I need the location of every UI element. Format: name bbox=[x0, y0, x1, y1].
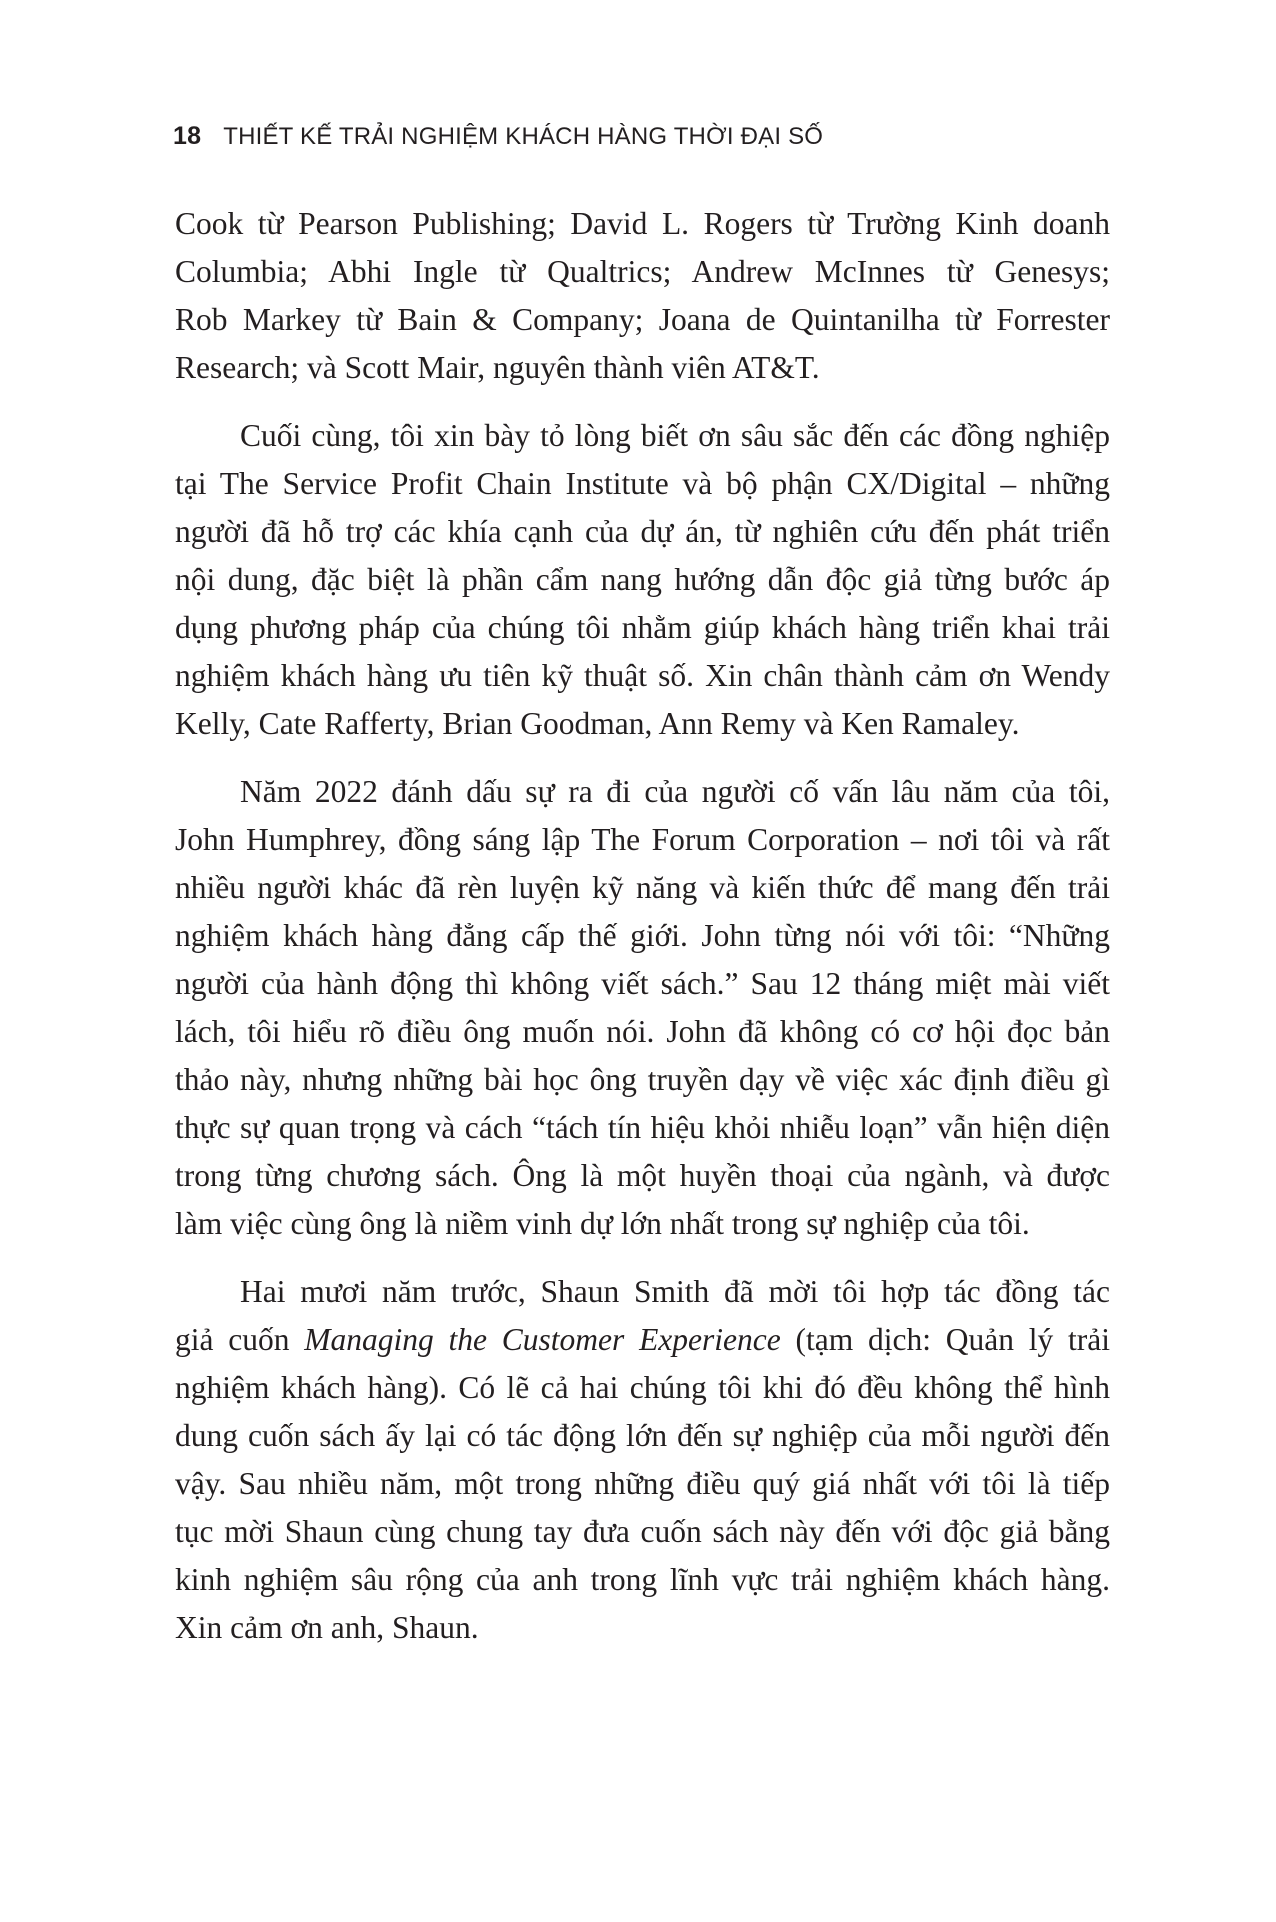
text-line: thực sự quan trọng và cách “tách tín hiệu khỏi nhiễu loạn” vẫn hiện diện bbox=[175, 1110, 1110, 1145]
text-line: Hai mươi năm trước, Shaun Smith đã mời tôi hợp tác đồng tác bbox=[240, 1274, 1110, 1309]
text-line bbox=[175, 1316, 1110, 1364]
text-line: Cuối cùng, tôi xin bày tỏ lòng biết ơn sâu sắc đến các đồng nghiệp bbox=[240, 418, 1110, 453]
page-number: 18 bbox=[173, 122, 202, 150]
text-line: thảo này, nhưng những bài học ông truyền dạy về việc xác định điều gì bbox=[175, 1062, 1110, 1097]
text-line: dụng phương pháp của chúng tôi nhằm giúp khách hàng triển khai trải bbox=[175, 610, 1110, 645]
book-title-italic: Managing the Customer Experience bbox=[304, 1322, 781, 1357]
book-title: THIẾT KẾ TRẢI NGHIỆM KHÁCH HÀNG THỜI ĐẠI SỐ bbox=[223, 123, 824, 150]
text-segment: (tạm dịch: Quản lý trải bbox=[780, 1322, 1111, 1357]
text-line: lách, tôi hiểu rõ điều ông muốn nói. John đã không có cơ hội đọc bản bbox=[175, 1014, 1110, 1049]
text-line: Columbia; Abhi Ingle từ Qualtrics; Andrew McInnes từ Genesys; bbox=[175, 254, 1110, 289]
body-text bbox=[175, 200, 1110, 1652]
text-line: nghiệm khách hàng ưu tiên kỹ thuật số. Xin chân thành cảm ơn Wendy bbox=[175, 658, 1110, 693]
text-line: nghiệm khách hàng). Có lẽ cả hai chúng tôi khi đó đều không thể hình bbox=[175, 1370, 1110, 1405]
paragraph-3 bbox=[175, 768, 1110, 1248]
text-line: tại The Service Profit Chain Institute và bộ phận CX/Digital – những bbox=[175, 466, 1110, 501]
text-line: Xin cảm ơn anh, Shaun. bbox=[175, 1610, 479, 1645]
text-line: Rob Markey từ Bain & Company; Joana de Quintanilha từ Forrester bbox=[175, 302, 1110, 337]
paragraph-1 bbox=[175, 200, 1110, 392]
paragraph-2 bbox=[175, 412, 1110, 748]
text-line: kinh nghiệm sâu rộng của anh trong lĩnh vực trải nghiệm khách hàng. bbox=[175, 1562, 1110, 1597]
text-line: vậy. Sau nhiều năm, một trong những điều quý giá nhất với tôi là tiếp bbox=[175, 1466, 1110, 1501]
text-line: Năm 2022 đánh dấu sự ra đi của người cố vấn lâu năm của tôi, bbox=[240, 774, 1110, 809]
text-line: John Humphrey, đồng sáng lập The Forum Corporation – nơi tôi và rất bbox=[175, 822, 1110, 857]
text-line: Kelly, Cate Rafferty, Brian Goodman, Ann Remy và Ken Ramaley. bbox=[175, 706, 1020, 741]
paragraph-4 bbox=[175, 1268, 1110, 1652]
text-segment: giả cuốn bbox=[175, 1322, 305, 1357]
text-line: dung cuốn sách ấy lại có tác động lớn đến sự nghiệp của mỗi người đến bbox=[175, 1418, 1110, 1453]
text-line: làm việc cùng ông là niềm vinh dự lớn nhất trong sự nghiệp của tôi. bbox=[175, 1206, 1030, 1241]
text-line: nhiều người khác đã rèn luyện kỹ năng và kiến thức để mang đến trải bbox=[175, 870, 1110, 905]
running-head bbox=[173, 122, 1123, 162]
text-line: Cook từ Pearson Publishing; David L. Rogers từ Trường Kinh doanh bbox=[175, 206, 1110, 241]
text-line: tục mời Shaun cùng chung tay đưa cuốn sách này đến với độc giả bằng bbox=[175, 1514, 1110, 1549]
text-line: trong từng chương sách. Ông là một huyền thoại của ngành, và được bbox=[175, 1158, 1110, 1193]
text-line: người của hành động thì không viết sách.” Sau 12 tháng miệt mài viết bbox=[175, 966, 1110, 1001]
text-line: nghiệm khách hàng đẳng cấp thế giới. John từng nói với tôi: “Những bbox=[175, 918, 1110, 953]
text-line: nội dung, đặc biệt là phần cẩm nang hướng dẫn độc giả từng bước áp bbox=[175, 562, 1110, 597]
text-line: Research; và Scott Mair, nguyên thành viên AT&T. bbox=[175, 350, 820, 385]
text-line: người đã hỗ trợ các khía cạnh của dự án, từ nghiên cứu đến phát triển bbox=[175, 514, 1110, 549]
